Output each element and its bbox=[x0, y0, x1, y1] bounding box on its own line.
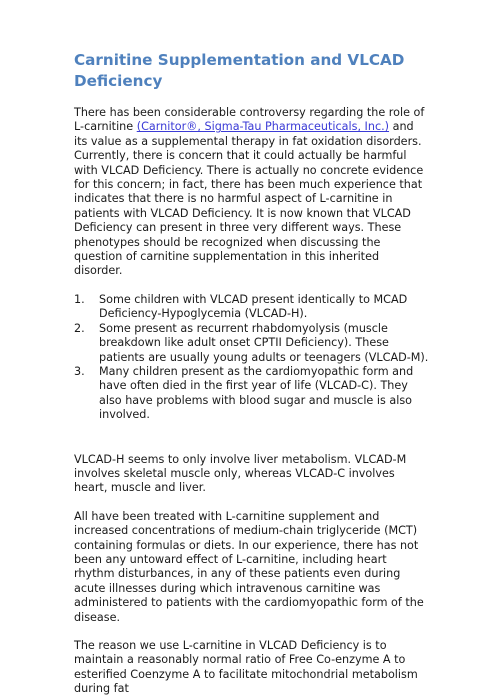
document-page bbox=[74, 50, 430, 697]
reason-paragraph: The reason we use L-carnitine in VLCAD Deficiency is to maintain a reasonably normal ratio of Free Co-enzyme A to esterified Coenzyme A to facilitate mitochondrial metabolism during fat bbox=[74, 639, 418, 696]
list-item bbox=[74, 293, 430, 322]
list-item-number: 3. bbox=[74, 364, 85, 378]
intro-text-start: There has been considerable controversy regarding the role of L-carnitine bbox=[74, 106, 425, 134]
list-item-number: 2. bbox=[74, 321, 85, 335]
intro-text-end: and its value as a supplemental therapy in fat oxidation disorders. Currently, there is concern that it could actually be harmful with VLCAD Deficiency. There is actually no concrete evidence for this concern; in fact, there has been much experience that indicates that there is no harmful aspect of L-carnitine in patients with VLCAD Deficiency. It is now known that VLCAD Deficiency can present in three very different ways. These phenotypes should be recognized when discussing the question of carnitine supplementation in this inherited disorder. bbox=[74, 120, 424, 278]
phenotype-list bbox=[74, 293, 430, 423]
intro-paragraph bbox=[74, 106, 430, 279]
treatment-paragraph: All have been treated with L-carnitine supplement and increased concentrations of medium-chain triglyceride (MCT) containing formulas or diets. In our experience, there has not been any untoward effect of L-carnitine, including heart rhythm disturbances, in any of these patients even during acute illnesses during which intravenous carnitine was administered to patients with the cardiomyopathic form of the disease. bbox=[74, 509, 424, 624]
vlcad-h-paragraph: VLCAD-H seems to only involve liver metabolism. VLCAD-M involves skeletal muscle only, whereas VLCAD-C involves heart, muscle and liver. bbox=[74, 452, 407, 495]
list-item bbox=[74, 322, 430, 365]
document-title: Carnitine Supplementation and VLCAD Deficiency bbox=[74, 51, 405, 90]
list-item-text: Some present as recurrent rhabdomyolysis (muscle breakdown like adult onset CPTII Deficiency). These patients are usually young adults or teenagers (VLCAD-M). bbox=[99, 321, 429, 364]
list-item-text: Some children with VLCAD present identically to MCAD Deficiency-Hypoglycemia (VLCAD-H). bbox=[99, 292, 408, 321]
list-item-number: 1. bbox=[74, 292, 85, 306]
carnitor-link[interactable]: (Carnitor®, Sigma-Tau Pharmaceuticals, Inc.) bbox=[136, 120, 390, 134]
list-item-text: Many children present as the cardiomyopathic form and have often died in the first year of life (VLCAD-C). They also have problems with blood sugar and muscle is also involved. bbox=[99, 364, 414, 422]
list-item bbox=[74, 365, 430, 423]
